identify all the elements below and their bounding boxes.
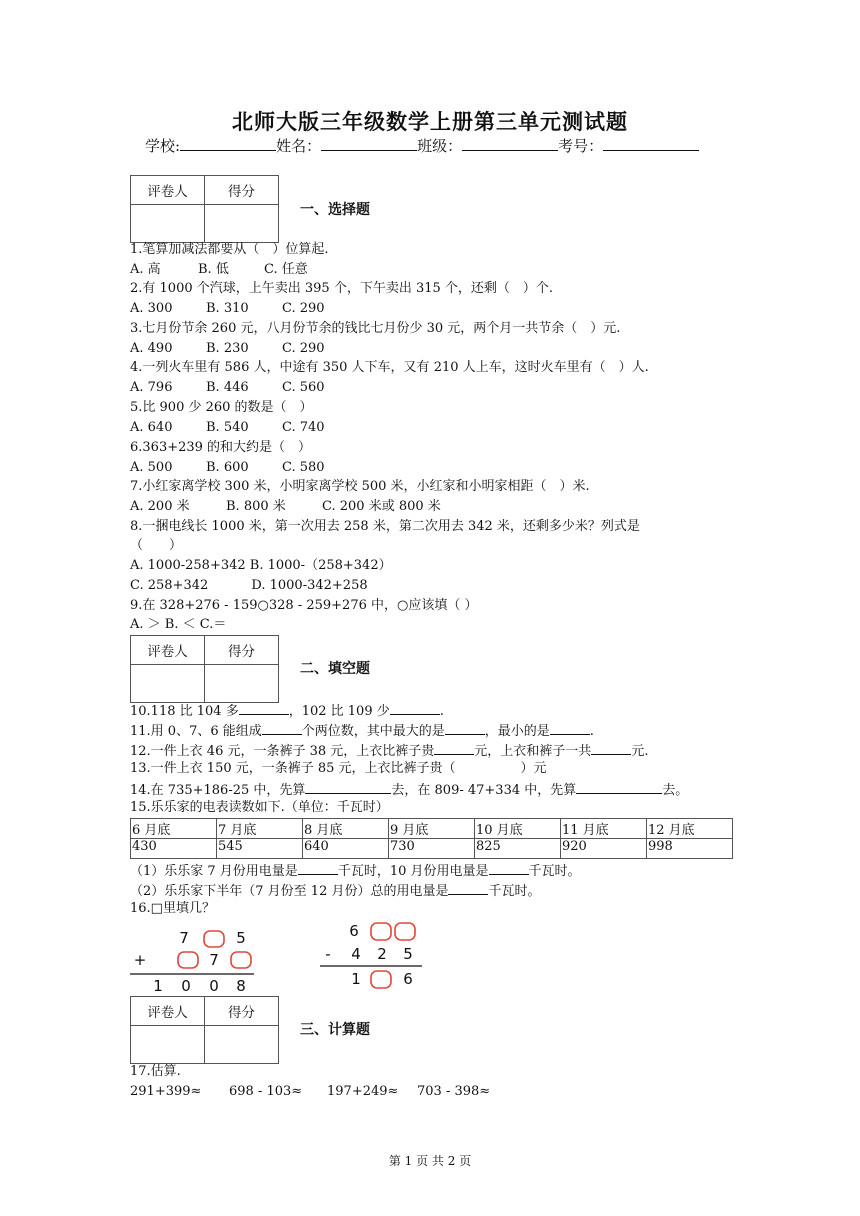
question-3: 3.七月份节余 260 元，八月份节余的钱比七月份少 30 元，两个月一共节余（ ）元.: [130, 321, 621, 336]
digit: 0: [209, 977, 219, 995]
answer-blank[interactable]: [591, 739, 631, 755]
table-cell: 430: [131, 839, 217, 859]
reviewer-label: 评卷人: [131, 636, 205, 665]
grader-table-1: [130, 175, 279, 243]
question-5-options: [130, 418, 325, 437]
question-8: 8.一捆电线长 1000 米，第一次用去 258 米，第二次用去 342 米，还剩多少米？列式是: [130, 519, 640, 534]
minus-sign: -: [325, 945, 331, 963]
score-label: 得分: [205, 997, 279, 1026]
table-cell: 825: [475, 839, 561, 859]
option-c[interactable]: C. 290: [282, 341, 325, 356]
grader-table-3: [130, 996, 279, 1064]
table-header-cell: 12 月底: [647, 819, 733, 839]
answer-blank[interactable]: [445, 719, 485, 735]
question-12: [130, 739, 648, 761]
answer-box[interactable]: [231, 952, 251, 968]
option-a[interactable]: A. 200 米: [130, 499, 190, 514]
q15-2-text-b: 千瓦时。: [488, 884, 541, 899]
answer-blank[interactable]: [239, 699, 289, 715]
table-cell: 730: [389, 839, 475, 859]
digit: 7: [209, 951, 219, 969]
question-11: 11.用 0、7、6 能组成 个两位数，其中最大的是 ，最小的是 .: [130, 719, 594, 741]
page-title: 北师大版三年级数学上册第三单元测试题: [232, 110, 628, 134]
score-label: 得分: [205, 176, 279, 205]
table-cell: 545: [217, 839, 303, 859]
digit: 0: [181, 977, 191, 995]
page-footer: 第 1 页 共 2 页: [388, 1154, 472, 1168]
q12-text-c: 元.: [631, 744, 649, 759]
reviewer-label: 评卷人: [131, 176, 205, 205]
question-1: 1.笔算加减法都要从（ ）位算起.: [130, 242, 329, 257]
answer-box[interactable]: [371, 923, 391, 940]
q14-text-c: 去。: [662, 783, 689, 798]
question-4-options: [130, 378, 325, 397]
question-2-options: [130, 299, 325, 318]
q14-text-b: 去，在 809- 47+334 中，先算: [391, 783, 577, 798]
question-13: 13.一件上衣 150 元，一条裤子 85 元，上衣比裤子贵（ ）元: [130, 761, 547, 776]
q11-text-b: 个两位数，其中最大的是: [301, 724, 445, 739]
question-5: 5.比 900 少 260 的数是（ ）: [130, 400, 313, 415]
table-cell: 640: [303, 839, 389, 859]
q10-text-b: ，102 比 109 少: [288, 704, 390, 719]
question-8-options-cd: C. 258+342 D. 1000-342+258: [130, 578, 368, 593]
question-1-options: [130, 260, 308, 279]
class-blank[interactable]: [462, 135, 558, 151]
digit: 4: [351, 945, 361, 963]
answer-blank[interactable]: [550, 719, 590, 735]
question-8-answer-paren: （ ）: [130, 538, 183, 553]
option-b[interactable]: B. 230: [206, 341, 249, 356]
school-blank[interactable]: [180, 135, 276, 151]
question-4: 4.一列火车里有 586 人，中途有 350 人下车，又有 210 人上车，这时火车里有（ ）人.: [130, 360, 649, 375]
q10-text-a: 10.118 比 104 多: [130, 704, 239, 719]
class-label: 班级：: [417, 137, 463, 155]
reviewer-cell[interactable]: [131, 665, 205, 703]
student-info-line: [145, 135, 699, 156]
q15-1-text-a: （1）乐乐家 7 月份用电量是: [130, 864, 298, 879]
digit: 2: [377, 945, 387, 963]
answer-box[interactable]: [178, 952, 198, 968]
question-6: 6.363+239 的和大约是（ ）: [130, 440, 312, 455]
answer-box[interactable]: [204, 931, 224, 947]
option-b[interactable]: B. 540: [206, 420, 249, 435]
number-label: 考号：: [558, 137, 604, 155]
table-header-cell: 6 月底: [131, 819, 217, 839]
option-a[interactable]: A. 796: [130, 380, 173, 395]
question-16: 16.□里填几？: [130, 901, 215, 916]
answer-blank[interactable]: [576, 778, 662, 794]
subtraction-puzzle: [318, 918, 428, 990]
score-cell[interactable]: [205, 665, 279, 703]
table-row: [131, 819, 733, 839]
score-cell[interactable]: [205, 205, 279, 243]
question-6-options: [130, 458, 325, 477]
question-7: 7.小红家离学校 300 米，小明家离学校 500 米，小红家和小明家相距（ ）米.: [130, 479, 590, 494]
table-row: [131, 839, 733, 859]
answer-blank[interactable]: [305, 778, 391, 794]
digit: 8: [236, 977, 246, 995]
score-cell[interactable]: [205, 1026, 279, 1064]
question-2: 2.有 1000 个汽球，上午卖出 395 个，下午卖出 315 个，还剩（ ）个.: [130, 281, 554, 296]
reviewer-cell[interactable]: [131, 1026, 205, 1064]
reviewer-cell[interactable]: [131, 205, 205, 243]
section-heading-calc: 三、计算题: [300, 1022, 370, 1038]
q11-text-a: 11.用 0、7、6 能组成: [130, 724, 262, 739]
question-15: 15.乐乐家的电表读数如下.（单位：千瓦时）: [130, 800, 389, 815]
number-blank[interactable]: [603, 135, 699, 151]
option-a[interactable]: A. 490: [130, 341, 173, 356]
score-label: 得分: [205, 636, 279, 665]
q12-text-a: 12.一件上衣 46 元，一条裤子 38 元，上衣比裤子贵: [130, 744, 435, 759]
option-c[interactable]: C. 任意: [264, 262, 308, 277]
digit: 5: [403, 945, 413, 963]
answer-blank[interactable]: [298, 859, 338, 875]
section-heading-fill: 二、填空题: [300, 661, 370, 677]
name-blank[interactable]: [321, 135, 417, 151]
table-header-cell: 11 月底: [561, 819, 647, 839]
table-header-cell: 9 月底: [389, 819, 475, 839]
question-7-options: [130, 497, 441, 516]
answer-blank[interactable]: [390, 699, 440, 715]
option-c[interactable]: C. 580: [282, 460, 325, 475]
question-10: 10.118 比 104 多 ，102 比 109 少 .: [130, 699, 444, 721]
option-c[interactable]: C. 290: [282, 301, 325, 316]
question-3-options: [130, 339, 325, 358]
answer-blank[interactable]: [448, 879, 488, 895]
question-9: 9.在 328+276 - 159○328 - 259+276 中，○应该填（ ）: [130, 598, 478, 613]
option-a[interactable]: A. 300: [130, 301, 173, 316]
estimate-item: 197+249≈: [327, 1084, 399, 1099]
q15-1-text-c: 千瓦时。: [528, 864, 581, 879]
question-8-options-ab: A. 1000-258+342 B. 1000-（258+342）: [130, 558, 392, 573]
option-c[interactable]: C. 560: [282, 380, 325, 395]
option-b[interactable]: B. 446: [206, 380, 249, 395]
question-17: 17.估算.: [130, 1064, 181, 1079]
meter-reading-table: [130, 818, 733, 859]
estimate-item: 703 - 398≈: [417, 1084, 491, 1099]
grader-table-2: [130, 635, 279, 703]
addition-puzzle: [128, 925, 263, 995]
table-header-cell: 7 月底: [217, 819, 303, 839]
table-cell: 998: [647, 839, 733, 859]
option-b[interactable]: B. 800 米: [226, 499, 286, 514]
digit: 5: [236, 929, 246, 947]
estimate-item: 698 - 103≈: [229, 1084, 303, 1099]
question-9-options: A. ＞ B. ＜ C.＝: [130, 617, 227, 632]
estimate-item: 291+399≈: [130, 1084, 202, 1099]
option-b[interactable]: B. 310: [206, 301, 249, 316]
digit: 7: [179, 929, 189, 947]
plus-sign: +: [133, 951, 147, 969]
q15-1-text-b: 千瓦时，10 月份用电量是: [337, 864, 489, 879]
name-label: 姓名：: [276, 137, 322, 155]
reviewer-label: 评卷人: [131, 997, 205, 1026]
option-b[interactable]: B. 低: [198, 262, 229, 277]
q12-text-b: 元，上衣和裤子一共: [474, 744, 592, 759]
q15-2-text-a: （2）乐乐家下半年（7 月份至 12 月份）总的用电量是: [130, 884, 449, 899]
table-header-cell: 10 月底: [475, 819, 561, 839]
option-a[interactable]: A. 高: [130, 262, 161, 277]
answer-blank[interactable]: [489, 859, 529, 875]
q11-text-c: ，最小的是: [484, 724, 550, 739]
q14-text-a: 14.在 735+186-25 中，先算: [130, 783, 306, 798]
option-a[interactable]: A. 500: [130, 460, 173, 475]
question-14: [130, 778, 688, 800]
digit: 1: [153, 977, 163, 995]
option-a[interactable]: A. 640: [130, 420, 173, 435]
question-15-1: [130, 859, 581, 881]
question-15-2: [130, 879, 541, 901]
digit: 6: [349, 922, 359, 940]
answer-blank[interactable]: [434, 739, 474, 755]
question-17-items: [130, 1082, 490, 1101]
digit: 6: [403, 970, 413, 988]
section-heading-choice: 一、选择题: [300, 202, 370, 218]
table-cell: 920: [561, 839, 647, 859]
answer-box[interactable]: [371, 971, 391, 988]
option-c[interactable]: C. 200 米或 800 米: [322, 499, 441, 514]
school-label: 学校:: [145, 137, 181, 155]
answer-blank[interactable]: [262, 719, 302, 735]
digit: 1: [351, 970, 361, 988]
answer-box[interactable]: [395, 923, 415, 940]
table-header-cell: 8 月底: [303, 819, 389, 839]
option-c[interactable]: C. 740: [282, 420, 325, 435]
option-b[interactable]: B. 600: [206, 460, 249, 475]
